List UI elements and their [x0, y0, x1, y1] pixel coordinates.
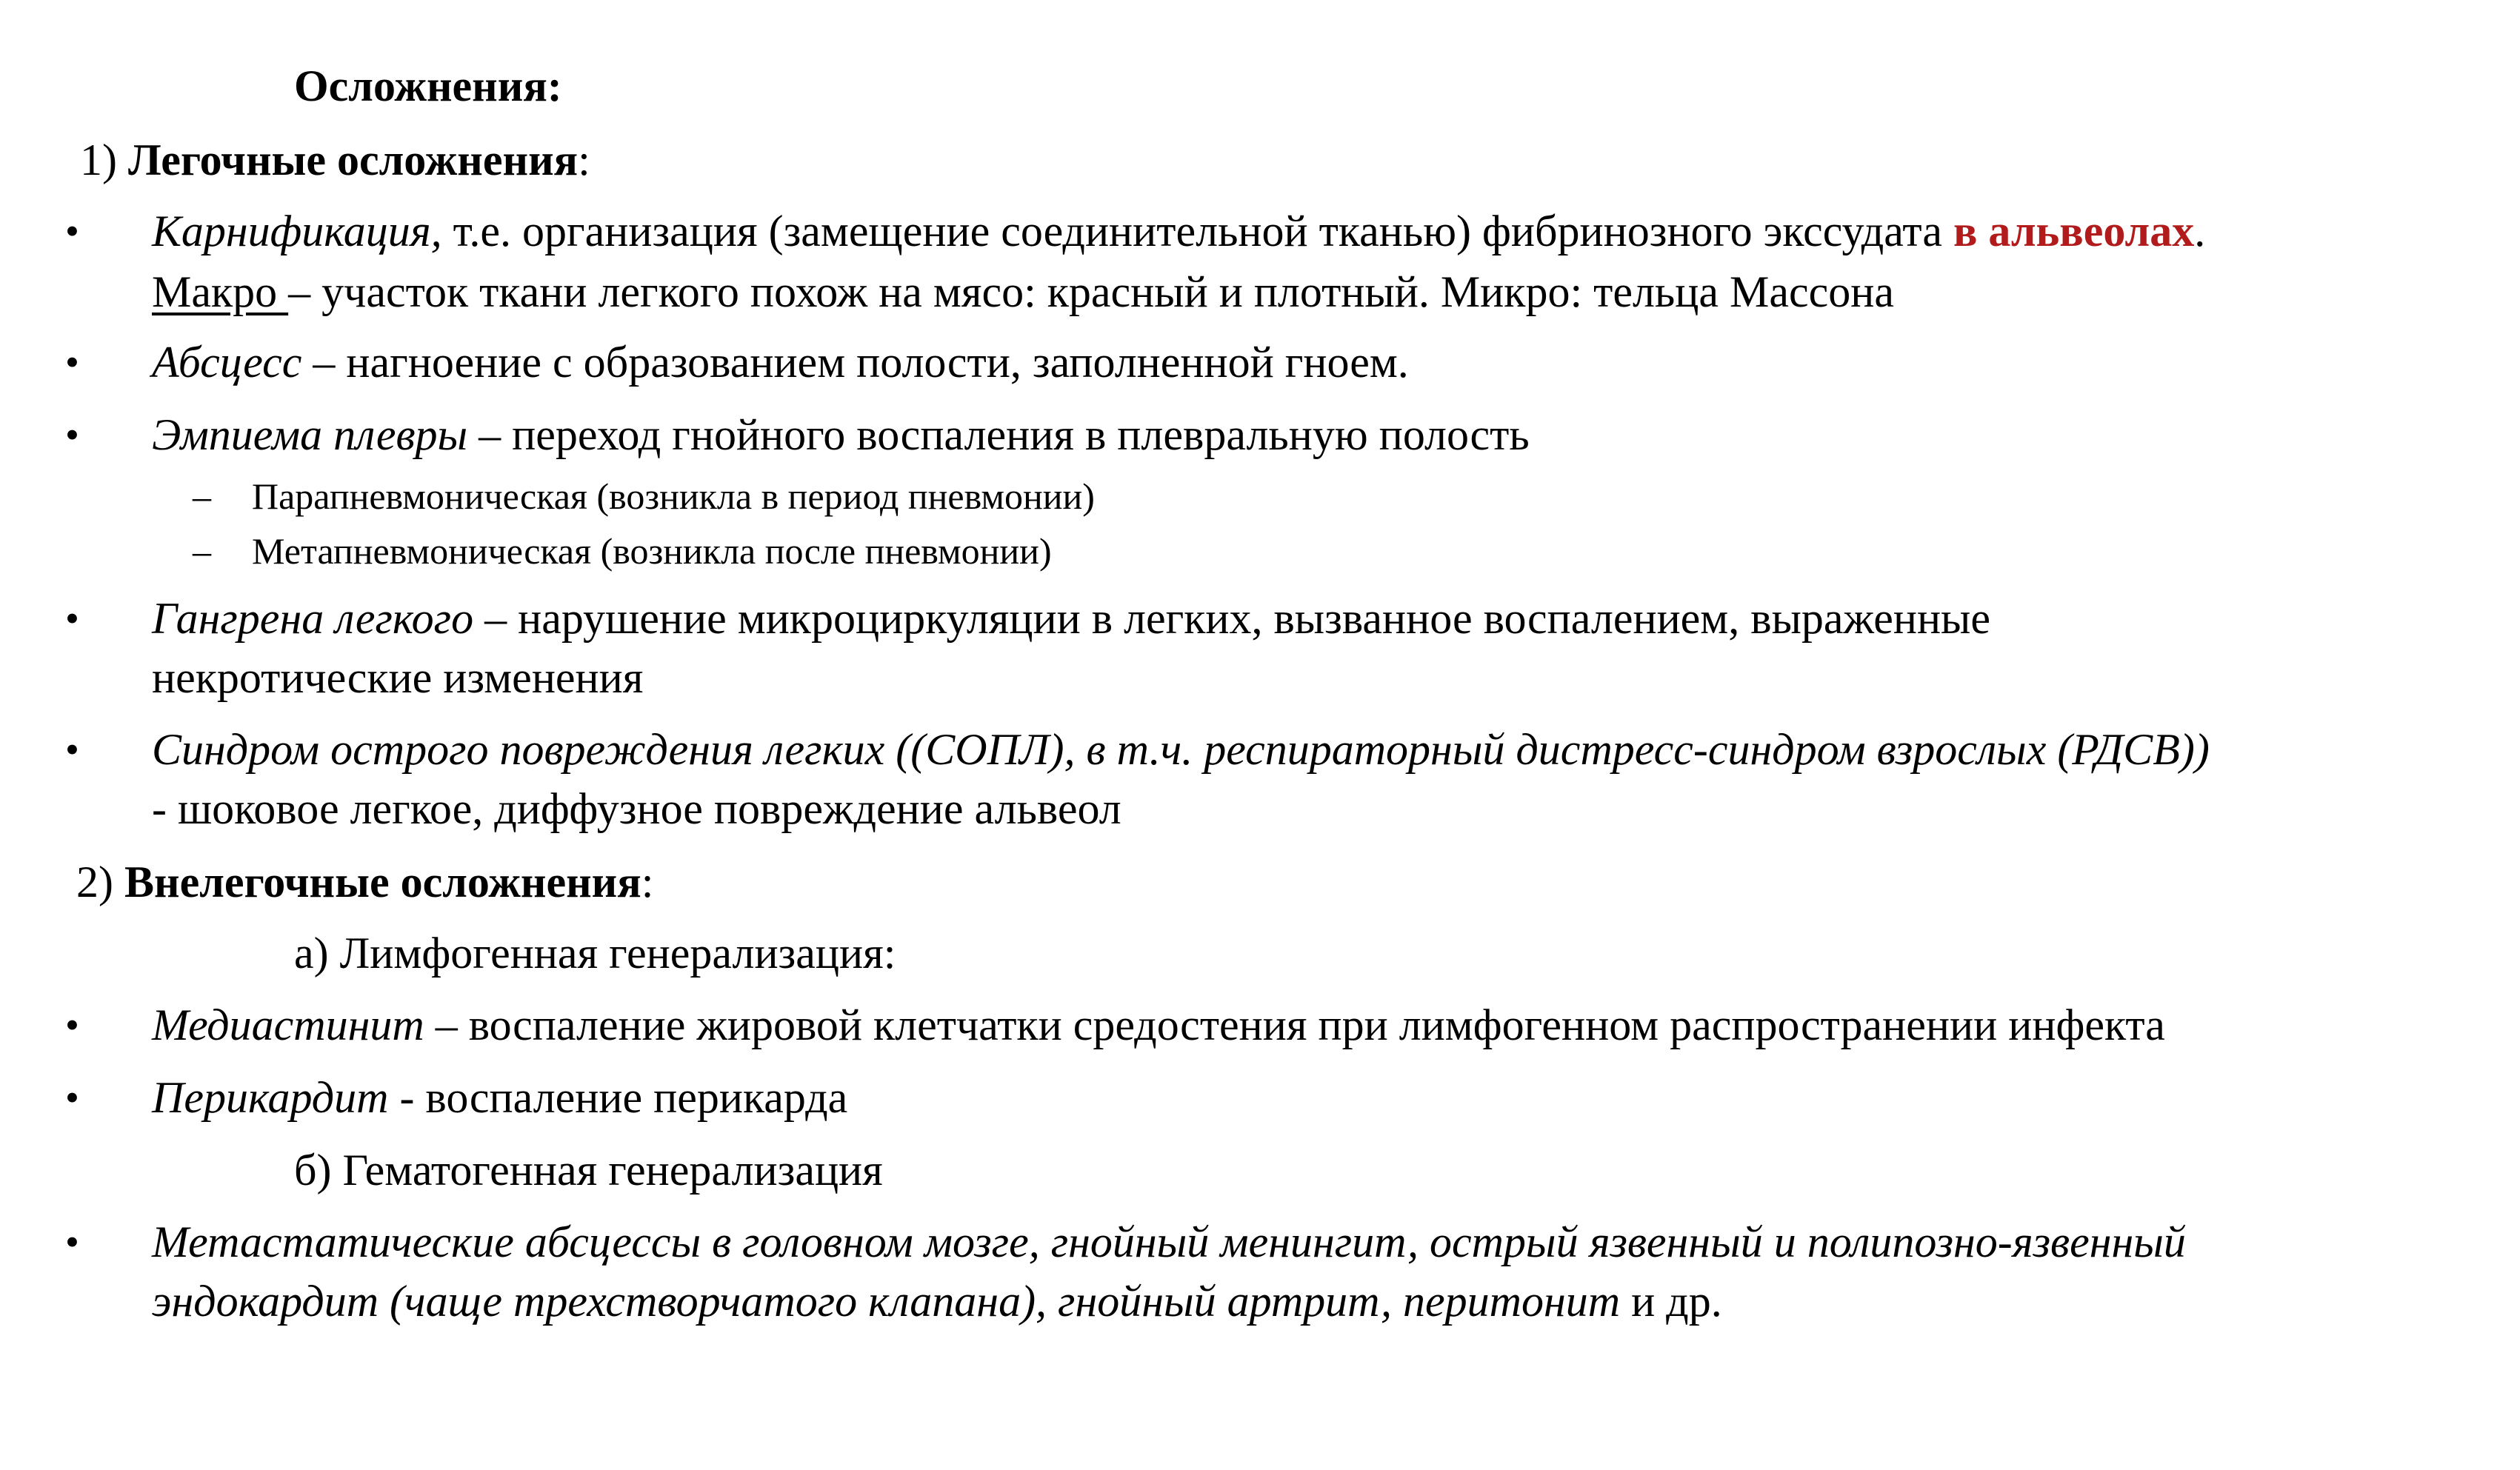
bullet-icon: •: [65, 1003, 79, 1047]
bullet-icon: •: [65, 596, 79, 641]
section-1-header: 1) Легочные осложнения:: [80, 136, 590, 184]
dash-icon: –: [193, 530, 211, 572]
sub-item-metapneumonic: Метапневмоническая (возникла после пневмонии): [252, 530, 1052, 572]
sub-item-parapneumonic: Парапневмоническая (возникла в период пневмонии): [252, 475, 1095, 517]
list-item-abscess: Абсцесс – нагноение с образованием полости, заполненной гноем.: [152, 338, 1409, 387]
list-item-metastatic-line2: эндокардит (чаще трехстворчатого клапана), гнойный артрит, перитонит и др.: [152, 1277, 1722, 1326]
section-1-title: Легочные осложнения: [127, 136, 579, 184]
section-2-title: Внелегочные осложнения: [124, 858, 641, 906]
list-item-gangrene-line2: некротические изменения: [152, 653, 644, 702]
list-item-mediastinitis: Медиастинит – воспаление жировой клетчатки средостения при лимфогенном распространении инфекта: [152, 1000, 2165, 1049]
subsection-hematogenous: б) Гематогенная генерализация: [294, 1146, 883, 1195]
list-item-ali-syndrome-line2: - шоковое легкое, диффузное повреждение альвеол: [152, 784, 1121, 833]
dash-icon: –: [193, 475, 211, 517]
bullet-icon: •: [65, 209, 79, 253]
bullet-icon: •: [65, 1075, 79, 1120]
list-item-metastatic: Метастатические абсцессы в головном мозге, гнойный менингит, острый язвенный и полипозно-язвенный: [152, 1217, 2186, 1266]
page-title: Осложнения:: [294, 61, 562, 110]
highlight-text: в альвеолах: [1953, 207, 2195, 255]
section-2-header: 2) Внелегочные осложнения:: [76, 858, 654, 906]
underlined-text: Макро: [152, 267, 289, 316]
list-item-pericarditis: Перикардит - воспаление перикарда: [152, 1073, 848, 1122]
list-item-carnification-line2: Макро – участок ткани легкого похож на мясо: красный и плотный. Микро: тельца Массона: [152, 267, 1894, 316]
list-item-carnification: Карнификация, т.е. организация (замещение соединительной тканью) фибринозного экссудата в альвеолах.: [152, 207, 2206, 255]
bullet-icon: •: [65, 1220, 79, 1264]
bullet-icon: •: [65, 412, 79, 457]
list-item-gangrene: Гангрена легкого – нарушение микроциркуляции в легких, вызванное воспалением, выраженные: [152, 594, 1991, 643]
list-item-empyema: Эмпиема плевры – переход гнойного воспаления в плевральную полость: [152, 410, 1530, 459]
list-item-ali-syndrome: Синдром острого повреждения легких ((СОПЛ), в т.ч. респираторный дистресс-синдром взрослых (РДСВ)): [152, 725, 2210, 774]
subsection-lymphogenous: а) Лимфогенная генерализация:: [294, 929, 896, 978]
bullet-icon: •: [65, 340, 79, 384]
bullet-icon: •: [65, 727, 79, 772]
